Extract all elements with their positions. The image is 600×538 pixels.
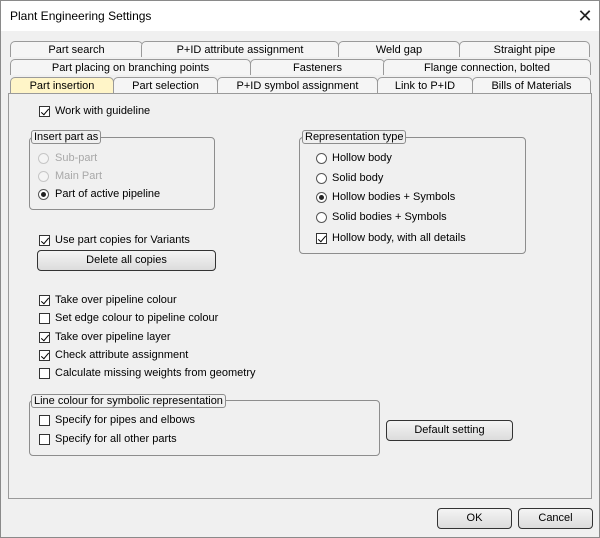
specify-pipes-elbows-checkbox[interactable] xyxy=(39,415,50,426)
solid-bodies-symbols-label[interactable]: Solid bodies + Symbols xyxy=(332,211,447,223)
specify-other-parts-checkbox[interactable] xyxy=(39,434,50,445)
tab-part-insertion[interactable]: Part insertion xyxy=(10,77,114,95)
line-colour-title: Line colour for symbolic representation xyxy=(31,394,226,408)
use-part-copies-checkbox[interactable] xyxy=(39,235,50,246)
take-over-pipeline-layer-label[interactable]: Take over pipeline layer xyxy=(55,331,171,343)
tab-part-placing-branching[interactable]: Part placing on branching points xyxy=(10,59,251,75)
hollow-bodies-symbols-radio[interactable] xyxy=(316,192,327,203)
hollow-bodies-symbols-label[interactable]: Hollow bodies + Symbols xyxy=(332,191,456,203)
work-with-guideline-checkbox[interactable] xyxy=(39,106,50,117)
title-bar xyxy=(1,1,599,31)
representation-type-title: Representation type xyxy=(302,130,406,144)
part-of-active-pipeline-label[interactable]: Part of active pipeline xyxy=(55,188,161,200)
window-title: Plant Engineering Settings xyxy=(10,9,152,23)
cancel-button[interactable]: Cancel xyxy=(518,508,593,529)
default-setting-button[interactable]: Default setting xyxy=(386,420,513,441)
sub-part-radio xyxy=(38,153,49,164)
hollow-body-radio[interactable] xyxy=(316,153,327,164)
calculate-missing-weights-label[interactable]: Calculate missing weights from geometry xyxy=(55,367,256,379)
tab-flange-connection-bolted[interactable]: Flange connection, bolted xyxy=(383,59,591,75)
tab-part-search[interactable]: Part search xyxy=(10,41,143,57)
main-part-label: Main Part xyxy=(55,170,103,182)
take-over-pipeline-layer-checkbox[interactable] xyxy=(39,332,50,343)
tab-pid-symbol-assignment[interactable]: P+ID symbol assignment xyxy=(217,77,378,93)
solid-body-label[interactable]: Solid body xyxy=(332,172,384,184)
insert-part-as-title: Insert part as xyxy=(31,130,101,144)
tab-weld-gap[interactable]: Weld gap xyxy=(338,41,460,57)
solid-bodies-symbols-radio[interactable] xyxy=(316,212,327,223)
main-part-radio xyxy=(38,171,49,182)
tab-straight-pipe[interactable]: Straight pipe xyxy=(459,41,590,57)
tab-link-to-pid[interactable]: Link to P+ID xyxy=(377,77,473,93)
calculate-missing-weights-checkbox[interactable] xyxy=(39,368,50,379)
use-part-copies-label[interactable]: Use part copies for Variants xyxy=(55,234,190,246)
set-edge-colour-checkbox[interactable] xyxy=(39,313,50,324)
solid-body-radio[interactable] xyxy=(316,173,327,184)
tab-pid-attribute-assignment[interactable]: P+ID attribute assignment xyxy=(141,41,339,57)
set-edge-colour-label[interactable]: Set edge colour to pipeline colour xyxy=(55,312,219,324)
hollow-body-all-details-label[interactable]: Hollow body, with all details xyxy=(332,232,466,244)
work-with-guideline-label[interactable]: Work with guideline xyxy=(55,105,151,117)
tab-part-selection[interactable]: Part selection xyxy=(113,77,218,93)
ok-button[interactable]: OK xyxy=(437,508,512,529)
take-over-pipeline-colour-checkbox[interactable] xyxy=(39,295,50,306)
hollow-body-all-details-checkbox[interactable] xyxy=(316,233,327,244)
delete-all-copies-button[interactable]: Delete all copies xyxy=(37,250,216,271)
take-over-pipeline-colour-label[interactable]: Take over pipeline colour xyxy=(55,294,177,306)
specify-pipes-elbows-label[interactable]: Specify for pipes and elbows xyxy=(55,414,196,426)
close-icon[interactable]: ✕ xyxy=(577,6,593,26)
part-of-active-pipeline-radio[interactable] xyxy=(38,189,49,200)
tab-bills-of-materials[interactable]: Bills of Materials xyxy=(472,77,591,93)
specify-other-parts-label[interactable]: Specify for all other parts xyxy=(55,433,177,445)
hollow-body-label[interactable]: Hollow body xyxy=(332,152,392,164)
sub-part-label: Sub-part xyxy=(55,152,98,164)
tab-fasteners[interactable]: Fasteners xyxy=(250,59,385,75)
line-colour-group xyxy=(29,400,380,456)
check-attribute-assignment-label[interactable]: Check attribute assignment xyxy=(55,349,189,361)
check-attribute-assignment-checkbox[interactable] xyxy=(39,350,50,361)
